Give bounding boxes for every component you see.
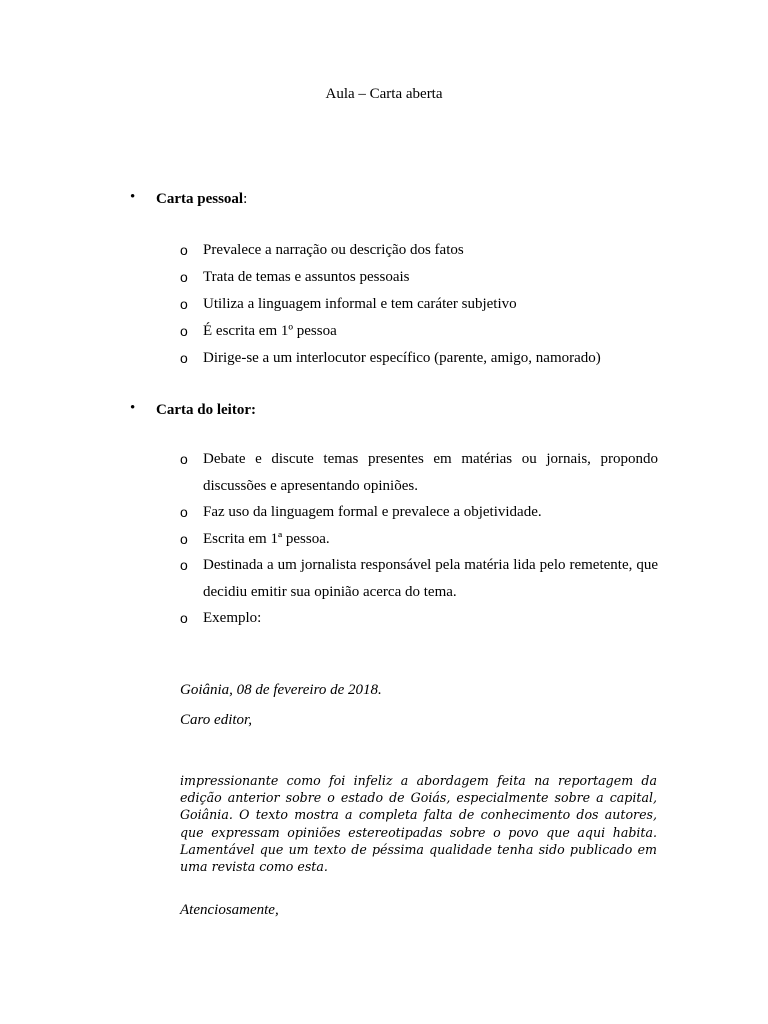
list-item — [180, 268, 658, 295]
list-item-text: Dirige-se a um interlocutor específico (parente, amigo, namorado) — [203, 350, 601, 366]
list-item-text: Prevalece a narração ou descrição dos fatos — [203, 242, 464, 258]
circle-bullet-icon: o — [180, 350, 188, 366]
list-item-text: Destinada a um jornalista responsável pela matéria lida pelo remetente, que decidiu emitir sua opinião acerca do tema. — [203, 557, 658, 600]
circle-bullet-icon: o — [180, 323, 188, 339]
list-item-text: Trata de temas e assuntos pessoais — [203, 269, 410, 285]
letter-place-date: Goiânia, 08 de fevereiro de 2018. — [180, 682, 382, 698]
list-item — [180, 446, 658, 499]
circle-bullet-icon: o — [180, 296, 188, 312]
circle-bullet-icon: o — [180, 242, 188, 258]
page-title: Aula – Carta aberta — [325, 86, 443, 102]
circle-bullet-icon: o — [180, 557, 188, 573]
list-item-text: Escrita em 1ª pessoa. — [203, 530, 330, 547]
list-item-text: Exemplo: — [203, 610, 262, 626]
list-item-text: Debate e discute temas presentes em matérias ou jornais, propondo discussões e apresentando opiniões. — [203, 451, 658, 494]
list-item-text: Utiliza a linguagem informal e tem caráter subjetivo — [203, 296, 517, 312]
list-item — [180, 526, 658, 553]
letter-salutation: Caro editor, — [180, 712, 252, 728]
list-item — [180, 295, 658, 322]
list-item-text: É escrita em 1º pessoa — [203, 323, 337, 339]
section-carta-pessoal — [130, 191, 247, 208]
circle-bullet-icon: o — [180, 269, 188, 285]
list-item — [180, 322, 658, 349]
circle-bullet-icon: o — [180, 504, 188, 520]
circle-bullet-icon: o — [180, 610, 188, 626]
carta-do-leitor-list — [180, 446, 658, 632]
list-item-text: Faz uso da linguagem formal e prevalece a objetividade. — [203, 504, 542, 520]
list-item — [180, 605, 658, 632]
section-carta-do-leitor — [130, 402, 256, 419]
bullet-icon: • — [130, 400, 136, 416]
letter-closing: Atenciosamente, — [180, 902, 279, 918]
carta-pessoal-list — [180, 241, 658, 376]
section-heading — [156, 191, 247, 208]
list-item — [180, 349, 658, 376]
section-heading-suffix: : — [243, 191, 248, 207]
section-heading-text: Carta pessoal — [156, 191, 244, 207]
section-heading — [156, 402, 256, 419]
bullet-icon: • — [130, 189, 136, 205]
list-item — [180, 499, 658, 526]
circle-bullet-icon: o — [180, 530, 188, 547]
section-heading-text: Carta do leitor: — [156, 402, 256, 418]
list-item — [180, 552, 658, 605]
letter-body: impressionante como foi infeliz a abordagem feita na reportagem da edição anterior sobre o estado de Goiás, especialmente sobre a capital, Goiânia. O texto mostra a completa falta de conhecimento dos autores, que expressam opiniões estereotipadas sobre o povo que aqui habita. Lamentável que um texto de péssima qualidade tenha sido publicado em uma revista como esta. — [180, 773, 657, 875]
list-item — [180, 241, 658, 268]
circle-bullet-icon: o — [180, 451, 188, 467]
